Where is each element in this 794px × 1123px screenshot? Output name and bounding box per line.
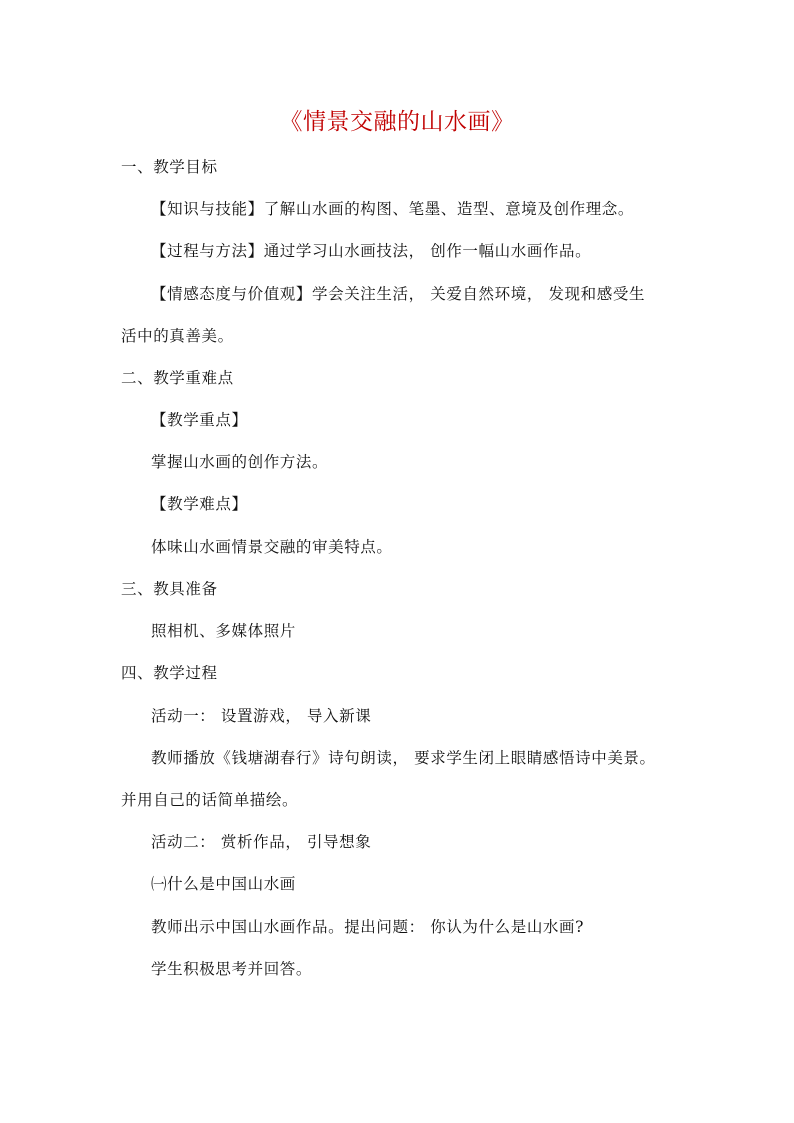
- section-heading-materials: 三、教具准备: [121, 580, 218, 598]
- subsection-paragraph-2: 学生积极思考并回答。: [151, 960, 313, 978]
- key-point-label: 【教学重点】: [151, 411, 248, 429]
- difficult-point-text: 体味山水画情景交融的审美特点。: [151, 538, 393, 556]
- materials-text: 照相机、多媒体照片: [151, 622, 296, 640]
- paragraph-process-methods: 【过程与方法】通过学习山水画技法， 创作一幅山水画作品。: [151, 242, 592, 260]
- subsection-paragraph-1: 教师出示中国山水画作品。提出问题： 你认为什么是山水画?: [151, 918, 585, 936]
- key-point-text: 掌握山水画的创作方法。: [151, 453, 329, 471]
- document-title: 《情景交融的山水画》: [279, 109, 515, 135]
- difficult-point-label: 【教学难点】: [151, 495, 248, 513]
- activity-one-heading: 活动一： 设置游戏， 导入新课: [151, 707, 372, 725]
- section-heading-key-points: 二、教学重难点: [121, 369, 234, 387]
- activity-one-paragraph-line1: 教师播放《钱塘湖春行》诗句朗读， 要求学生闭上眼睛感悟诗中美景。: [151, 749, 656, 767]
- section-heading-objectives: 一、教学目标: [121, 158, 218, 176]
- paragraph-knowledge-skills: 【知识与技能】了解山水画的构图、笔墨、造型、意境及创作理念。: [151, 200, 635, 218]
- paragraph-emotion-values-line2: 活中的真善美。: [121, 327, 234, 345]
- activity-one-paragraph-line2: 并用自己的话简单描绘。: [121, 791, 299, 809]
- activity-two-heading: 活动二： 赏析作品， 引导想象: [151, 833, 372, 851]
- section-heading-process: 四、教学过程: [121, 664, 218, 682]
- paragraph-emotion-values-line1: 【情感态度与价值观】学会关注生活， 关爱自然环境， 发现和感受生: [151, 285, 646, 303]
- subsection-what-is-landscape: ㈠什么是中国山水画: [151, 875, 296, 893]
